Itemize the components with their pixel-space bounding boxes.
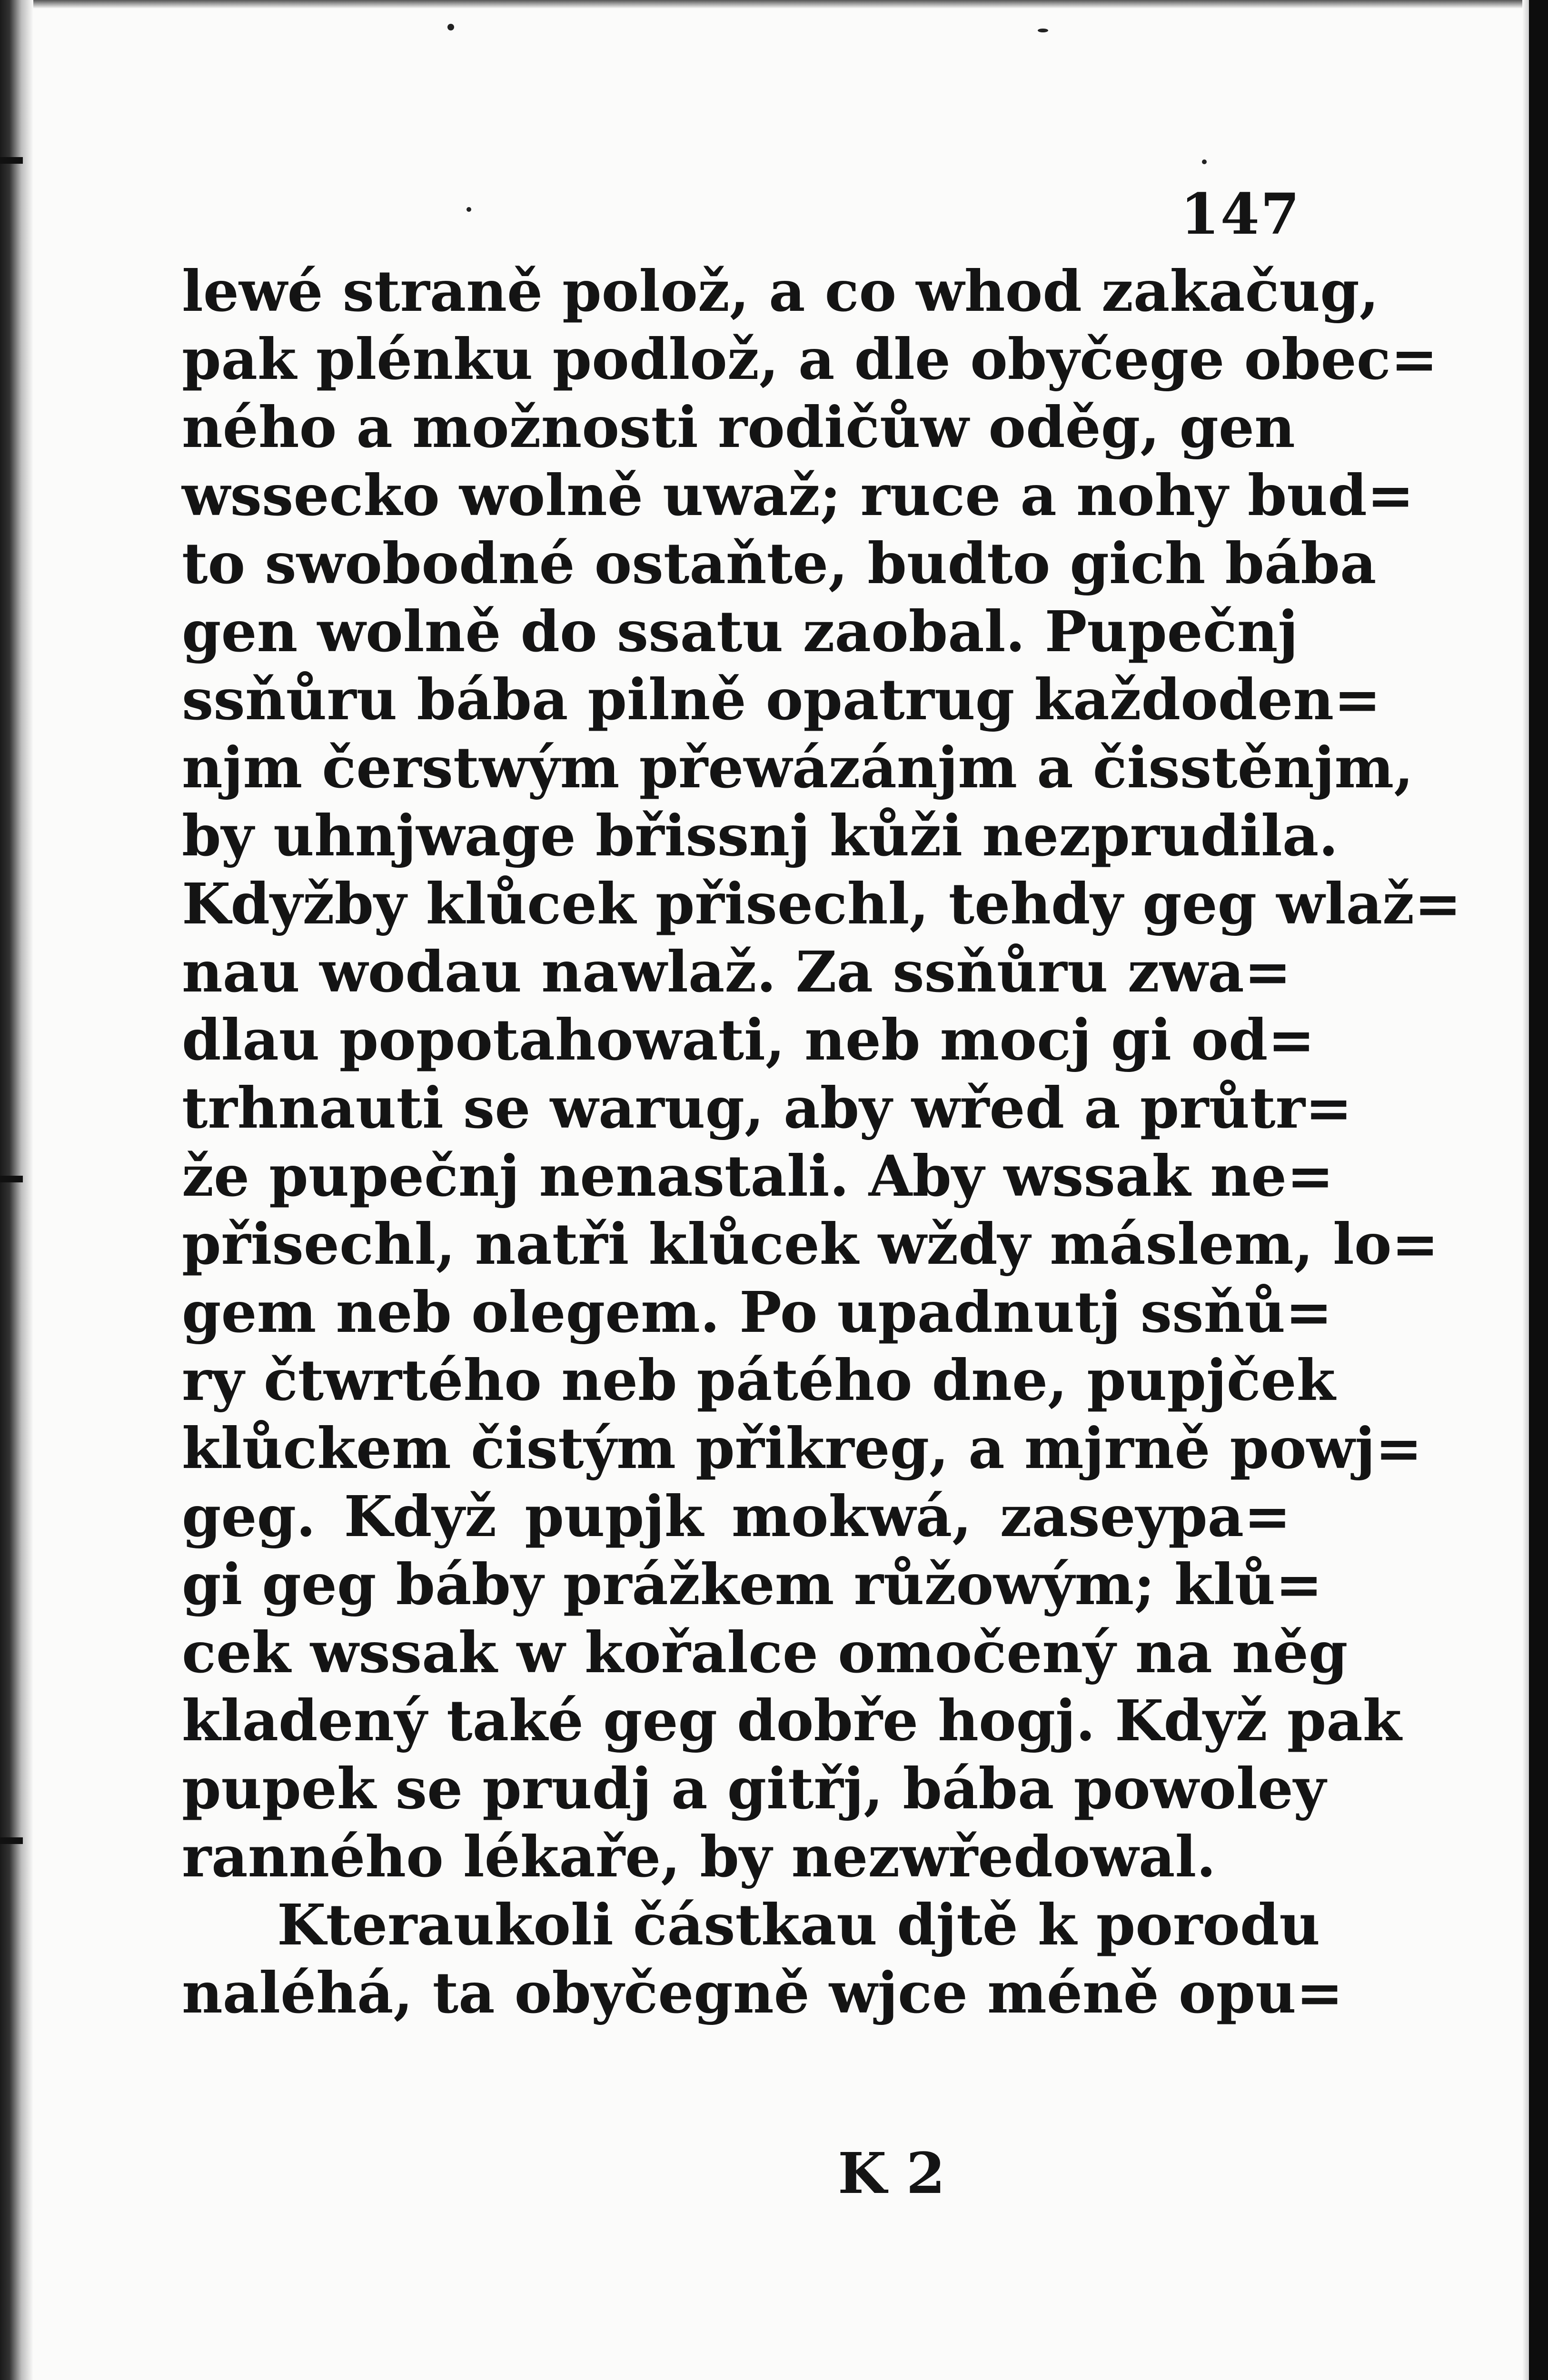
text-line: pupek se prudj a gitřj, bába powoley	[182, 1755, 1326, 1822]
text-line: ssňůru bába pilně opatrug každoden=	[182, 666, 1381, 733]
text-line: geg. Když pupjk mokwá, zaseypa=	[182, 1483, 1291, 1549]
page-number: 147	[1180, 181, 1300, 247]
right-page-border	[1529, 0, 1548, 2380]
text-line: že pupečnj nenastali. Aby wssak ne=	[182, 1143, 1334, 1209]
text-line: gem neb olegem. Po upadnutj ssňů=	[182, 1279, 1332, 1345]
right-edge-shadow	[1522, 0, 1529, 2380]
spine-mark	[0, 157, 23, 164]
text-line: nau wodau nawlaž. Za ssňůru zwa=	[182, 939, 1291, 1005]
text-line: trhnauti se warug, aby wřed a průtr=	[182, 1075, 1352, 1141]
text-line: gi geg báby prážkem růžowým; klů=	[182, 1551, 1323, 1617]
spine-mark	[0, 1837, 23, 1844]
text-line: naléhá, ta obyčegně wjce méně opu=	[182, 1960, 1343, 2026]
binding-shadow	[0, 0, 33, 2380]
text-line: cek wssak w kořalce omočený na něg	[182, 1619, 1348, 1686]
paper-speck	[1038, 29, 1048, 32]
text-line: gen wolně do ssatu zaobal. Pupečnj	[182, 598, 1299, 664]
top-edge-shadow	[0, 0, 1548, 9]
text-line: Kteraukoli částkau djtě k porodu	[277, 1892, 1320, 1958]
text-line: ranného lékaře, by nezwředowal.	[182, 1824, 1216, 1890]
text-line: by uhnjwage břissnj kůži nezprudila.	[182, 803, 1339, 869]
spine-mark	[0, 1176, 23, 1182]
paper-speck	[1202, 159, 1207, 164]
text-line: přisechl, natři klůcek wždy máslem, lo=	[182, 1211, 1439, 1277]
text-line: dlau popotahowati, neb mocj gi od=	[182, 1007, 1315, 1073]
body-text	[182, 257, 1462, 2027]
paper-speck	[466, 207, 471, 212]
text-line: njm čerstwým přewázánjm a čisstěnjm,	[182, 734, 1414, 801]
text-line: ného a možnosti rodičůw oděg, gen	[182, 394, 1295, 460]
text-line: klůckem čistým přikreg, a mjrně powj=	[182, 1415, 1422, 1481]
text-line: kladený také geg dobře hogj. Když pak	[182, 1687, 1402, 1754]
text-line: lewé straně polož, a co whod zakačug,	[182, 258, 1379, 324]
text-line: wssecko wolně uwaž; ruce a nohy bud=	[182, 462, 1414, 528]
paper-speck	[447, 24, 454, 30]
text-line: to swobodné ostaňte, budto gich bába	[182, 530, 1377, 596]
text-line: pak plénku podlož, a dle obyčege obec=	[182, 326, 1438, 392]
text-line: Kdyžby klůcek přisechl, tehdy geg wlaž=	[182, 871, 1462, 937]
text-line: ry čtwrtého neb pátého dne, pupjček	[182, 1347, 1336, 1413]
signature-mark: K 2	[838, 2140, 945, 2206]
